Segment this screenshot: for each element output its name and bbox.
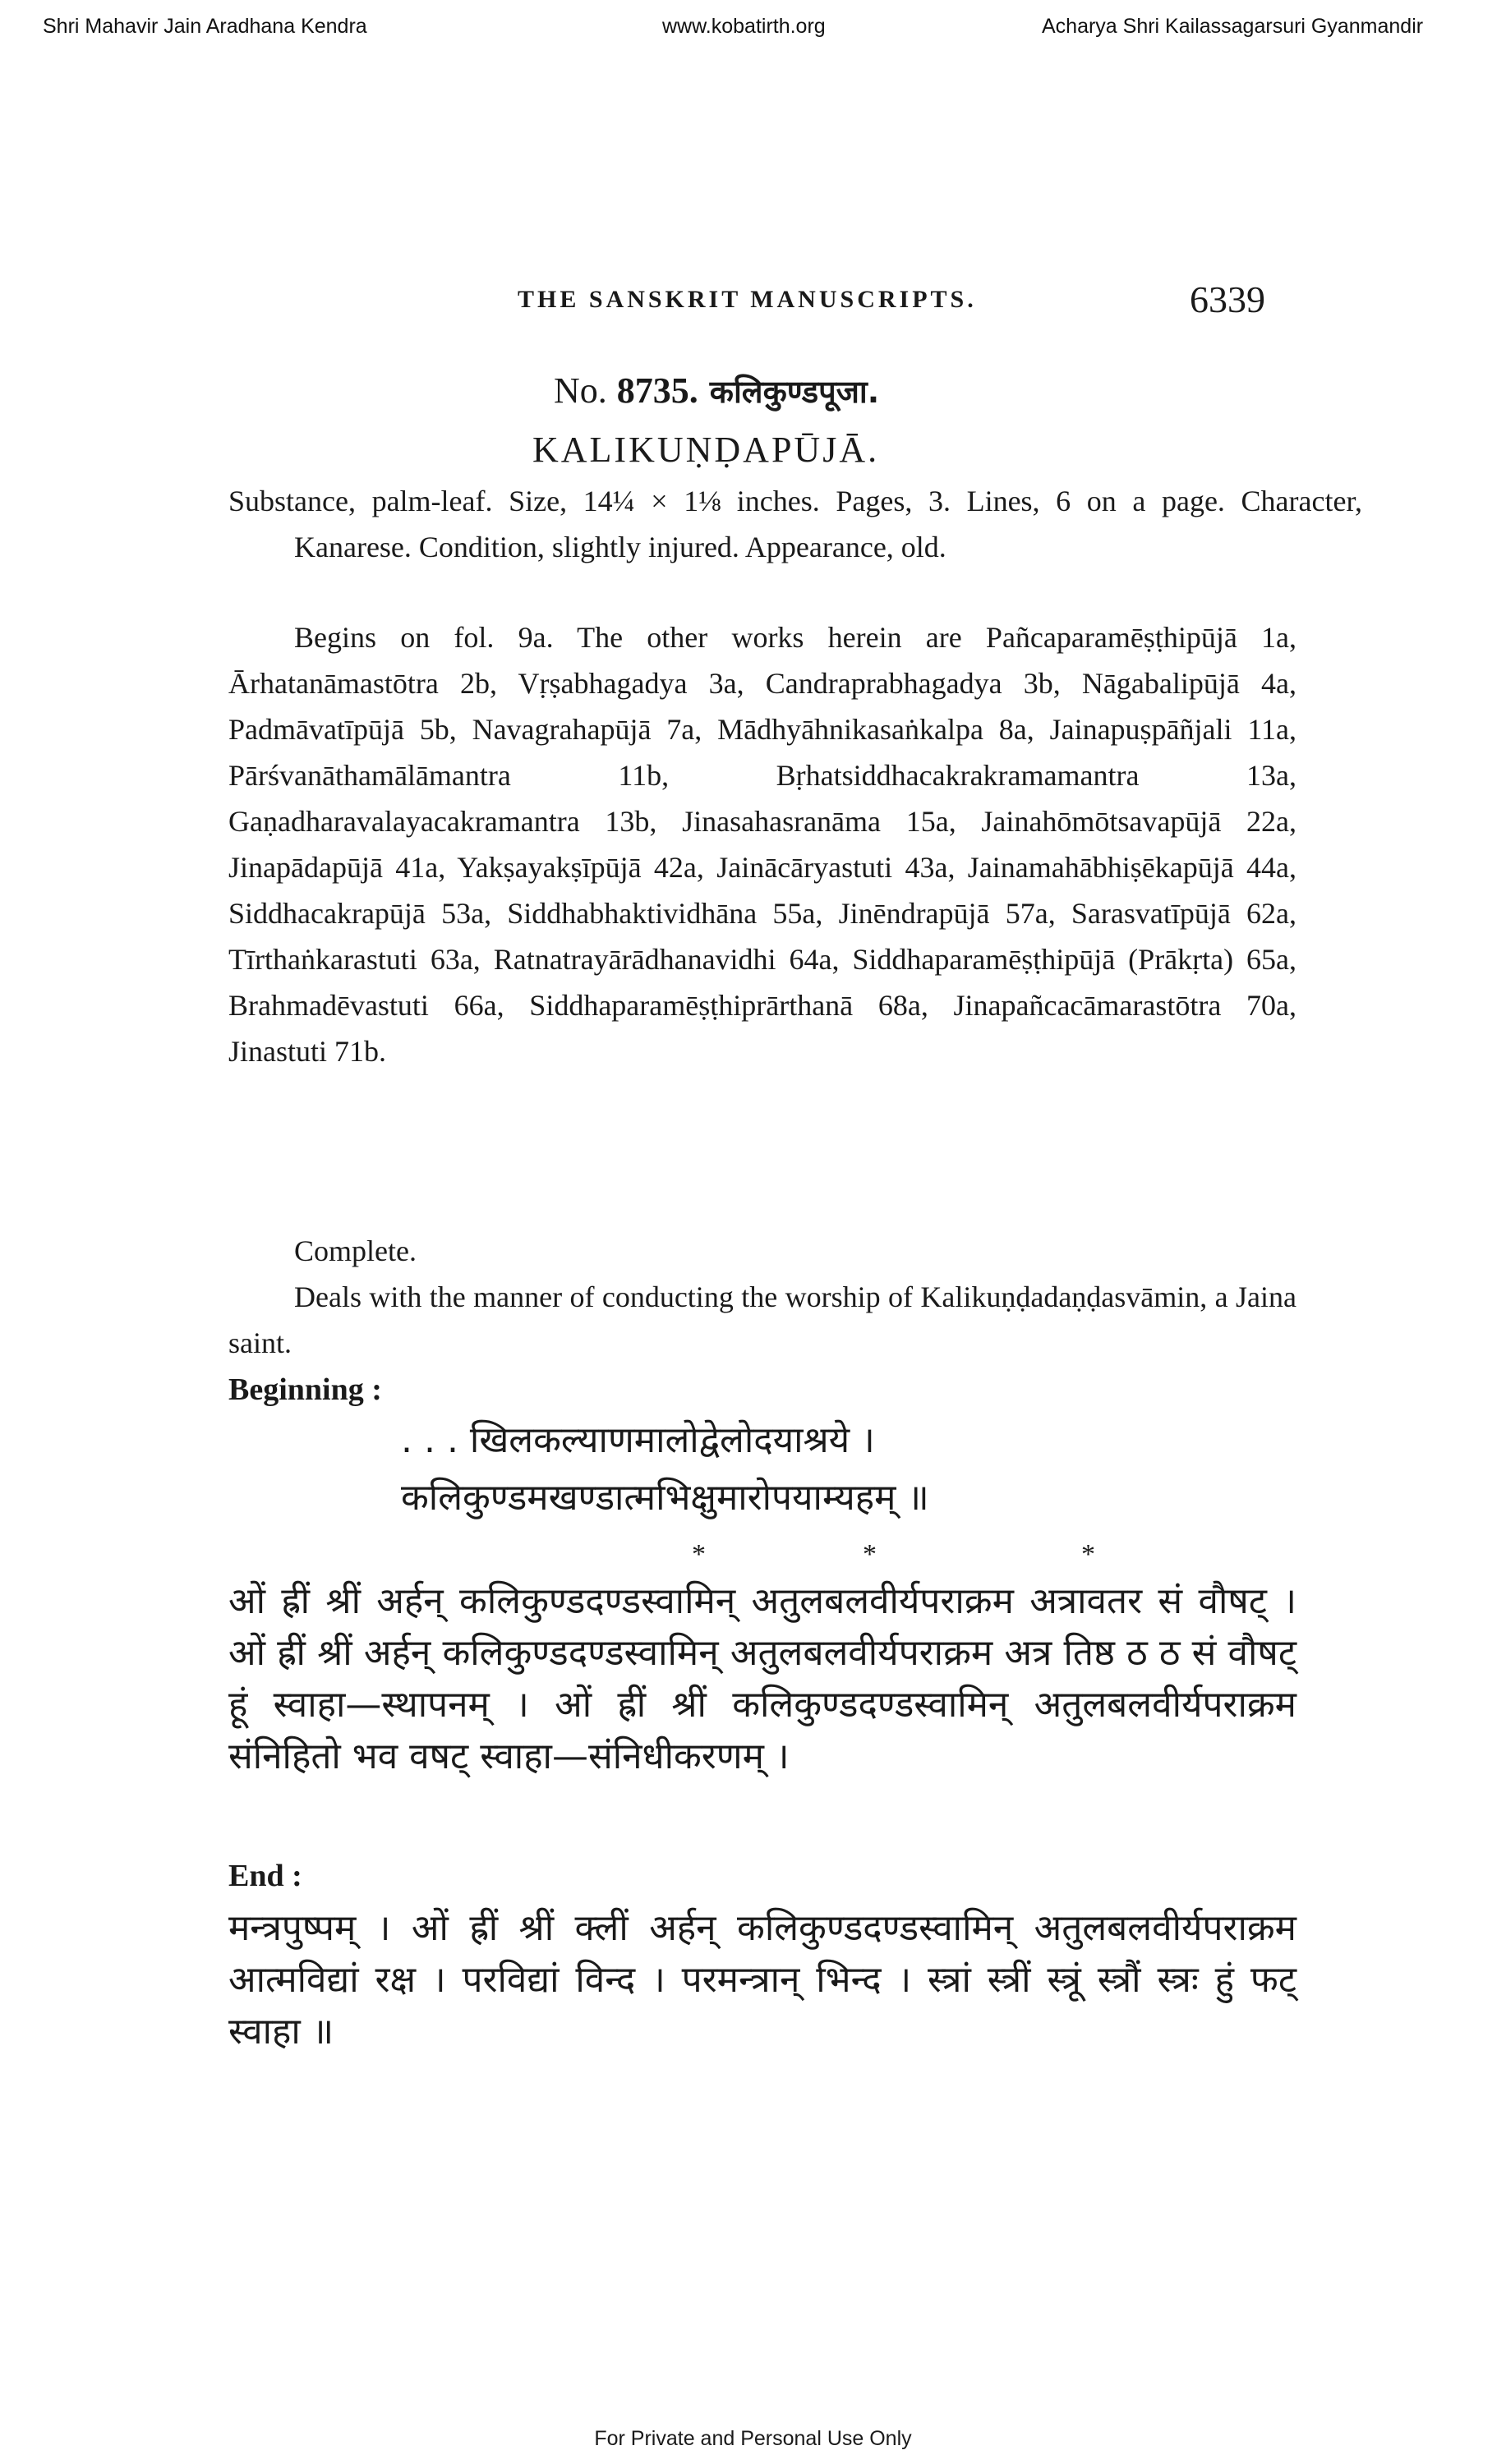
entry-begins: Begins on fol. 9a. The other works herein are Pañcaparamēṣṭhipūjā 1a, Ārhatanāmastōtra 2b, Vṛṣabhagadya 3a, Candraprabhagadya 3b, Nāgabalipūjā 4a, Padmāvatīpūjā 5b, Navagrahapūjā 7a, Mādhyāhnikasaṅkalpa 8a, Jainapuṣpāñjali 11a, Pārśvanāthamālāmantra 11b, Bṛhatsiddhacakrakramamantra 13a, Gaṇadharavalayacakramantra 13b, Jinasahasranāma 15a, Jainahōmōtsavapūjā 22a, Jinapādapūjā 41a, Yakṣayakṣīpūjā 42a, Jainācāryastuti 43a, Jainamahābhiṣēkapūjā 44a, Siddhacakrapūjā 53a, Siddhabhaktividhāna 55a, Jinēndrapūjā 57a, Sarasvatīpūjā 62a, Tīrthaṅkarastuti 63a, Ratnatrayārādhanavidhi 64a, Siddhaparamēṣṭhipūjā (Prākṛta) 65a, Brahmadēvastuti 66a, Siddhaparamēṣṭhiprārthanā 68a, Jinapañcacāmarastōtra 70a, Jinastuti 71b. <box>228 621 1296 1068</box>
entry-complete: Complete. <box>294 1234 417 1267</box>
footer: For Private and Personal Use Only <box>594 2427 912 2450</box>
end-label: End : <box>228 1859 302 1893</box>
entry-description: Substance, palm-leaf. Size, 14¼ × 1⅛ inches. Pages, 3. Lines, 6 on a page. Character, Kanarese. Condition, slightly injured. Appearance, old. <box>228 485 1362 563</box>
header-left: Shri Mahavir Jain Aradhana Kendra <box>43 15 367 38</box>
end-text: मन्त्रपुष्पम् । ओं ह्रीं श्रीं क्लीं अर्हन् कलिकुण्डदण्डस्वामिन् अतुलबलवीर्यपराक्रम आत्मविद्यां रक्ष । परविद्यां विन्द । परमन्त्रान् भिन्द । स्त्रां स्त्रीं स्त्रूं स्त्रौं स्त्रः हुं फट् स्वाहा ॥ <box>228 1907 1296 2053</box>
beginning-label: Beginning : <box>228 1372 382 1407</box>
entry-deals: Deals with the manner of conducting the worship of Kalikuṇḍadaṇḍasvāmin, a Jaina saint. <box>228 1280 1296 1359</box>
beginning-line-2: कलिकुण्डमखण्डात्मभिक्षुमारोपयाम्यहम् ॥ <box>401 1477 929 1519</box>
entry-no-label: No. <box>554 370 607 411</box>
entry-title-devanagari: कलिकुण्डपूजा. <box>709 374 880 410</box>
separator-star: * <box>863 1539 877 1570</box>
entry-number: 8735. <box>616 370 698 411</box>
header-center: www.kobatirth.org <box>662 15 826 38</box>
separator-star: * <box>692 1539 706 1570</box>
beginning-line-1: . . . खिलकल्याणमालोद्वेलोदयाश्रये । <box>401 1419 875 1461</box>
mantra-text: ओं ह्रीं श्रीं अर्हन् कलिकुण्डदण्डस्वामिन् अतुलबलवीर्यपराक्रम अत्रावतर सं वौषट् । ओं ह्रीं श्रीं अर्हन् कलिकुण्डदण्डस्वामिन् अतुलबलवीर्यपराक्रम अत्र तिष्ठ ठ ठ सं वौषट् हूं स्वाहा—स्थापनम् । ओं ह्रीं श्रीं कलिकुण्डदण्डस्वामिन् अतुलबलवीर्यपराक्रम संनिहितो भव वषट् स्वाहा—संनिधीकरणम् । <box>228 1580 1296 1777</box>
page-number: 6339 <box>1190 278 1265 320</box>
entry-title-roman: KALIKUṆḌAPŪJĀ. <box>532 430 880 470</box>
header-right: Acharya Shri Kailassagarsuri Gyanmandir <box>1042 15 1424 38</box>
entry-heading <box>554 370 879 412</box>
separator-star: * <box>1081 1539 1095 1570</box>
running-head: THE SANSKRIT MANUSCRIPTS. <box>518 286 977 313</box>
